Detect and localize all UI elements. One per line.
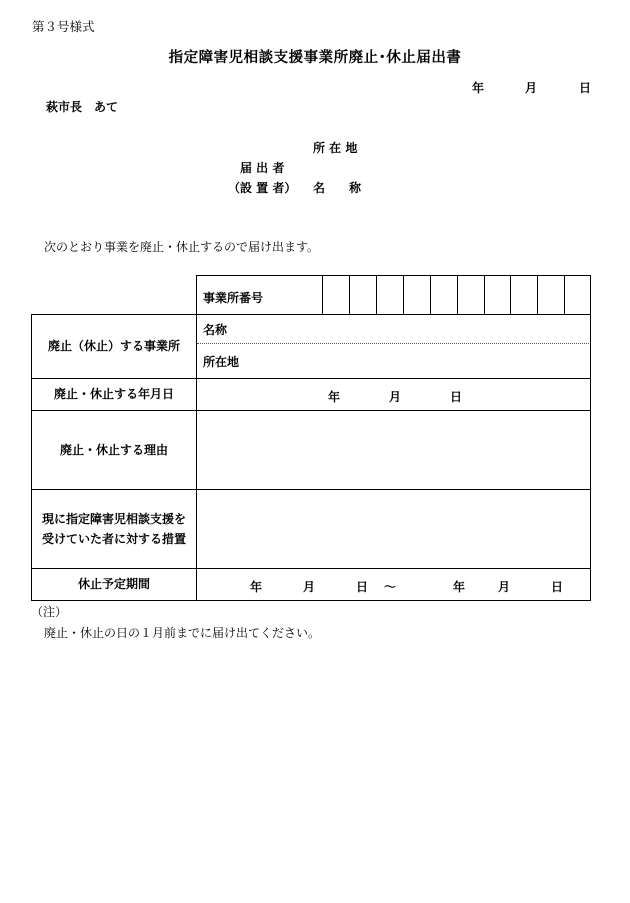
measures-label-line1: 現に指定障害児相談支援を <box>41 512 186 526</box>
intro-text: 次のとおり事業を廃止・休止するので届け出ます。 <box>44 240 320 254</box>
period-start-day: 日 <box>356 580 369 594</box>
office-number-digit-input[interactable] <box>538 276 564 314</box>
office-number-digit-input[interactable] <box>404 276 430 314</box>
reason-label: 廃止・休止する理由 <box>59 443 168 457</box>
measures-field[interactable] <box>197 490 590 568</box>
office-number-digit-input[interactable] <box>511 276 537 314</box>
note-text: 廃止・休止の日の１月前までに届け出てください。 <box>44 626 321 640</box>
period-end-month: 月 <box>498 580 511 594</box>
office-number-digit-input[interactable] <box>431 276 457 314</box>
date-month-label: 月 <box>525 81 538 95</box>
closure-date-label: 廃止・休止する年月日 <box>53 387 174 401</box>
closure-date-month: 月 <box>389 390 402 404</box>
location-label: 所 在 地 <box>313 141 358 155</box>
period-end-day: 日 <box>551 580 564 594</box>
period-start-year: 年 <box>250 580 263 594</box>
reason-field[interactable] <box>197 411 590 489</box>
page-title: 指定障害児相談支援事業所廃止･休止届出書 <box>168 50 462 66</box>
notifier-label: 届 出 者 <box>240 161 285 175</box>
table-line <box>31 600 591 601</box>
closure-date-year: 年 <box>328 390 341 404</box>
founder-label: （設 置 者） <box>228 181 297 195</box>
period-start-month: 月 <box>303 580 316 594</box>
table-dotted-line <box>197 343 591 344</box>
name-label: 名 称 <box>313 181 362 195</box>
office-label: 廃止（休止）する事業所 <box>47 339 180 353</box>
office-number-digit-input[interactable] <box>323 276 349 314</box>
suspension-period-label: 休止予定期間 <box>77 577 150 591</box>
office-number-label: 事業所番号 <box>203 291 264 305</box>
date-year-label: 年 <box>472 81 485 95</box>
office-number-digit-input[interactable] <box>377 276 403 314</box>
table-line <box>31 378 591 379</box>
office-number-digit-input[interactable] <box>565 276 590 314</box>
period-tilde: 〜 <box>384 580 397 594</box>
table-line <box>590 275 591 601</box>
measures-label-line2: 受けていた者に対する措置 <box>41 532 186 546</box>
table-line <box>31 314 591 315</box>
note-label: （注） <box>31 605 68 619</box>
table-line <box>31 568 591 569</box>
office-number-digit-input[interactable] <box>350 276 376 314</box>
date-day-label: 日 <box>579 81 592 95</box>
form-number: 第３号様式 <box>32 19 95 34</box>
office-number-digit-input[interactable] <box>485 276 510 314</box>
office-address-label: 所在地 <box>203 355 240 369</box>
closure-date-day: 日 <box>450 390 463 404</box>
office-name-label: 名称 <box>203 323 228 337</box>
addressee: 萩市長 あて <box>46 100 119 114</box>
office-number-digit-input[interactable] <box>458 276 484 314</box>
period-end-year: 年 <box>453 580 466 594</box>
